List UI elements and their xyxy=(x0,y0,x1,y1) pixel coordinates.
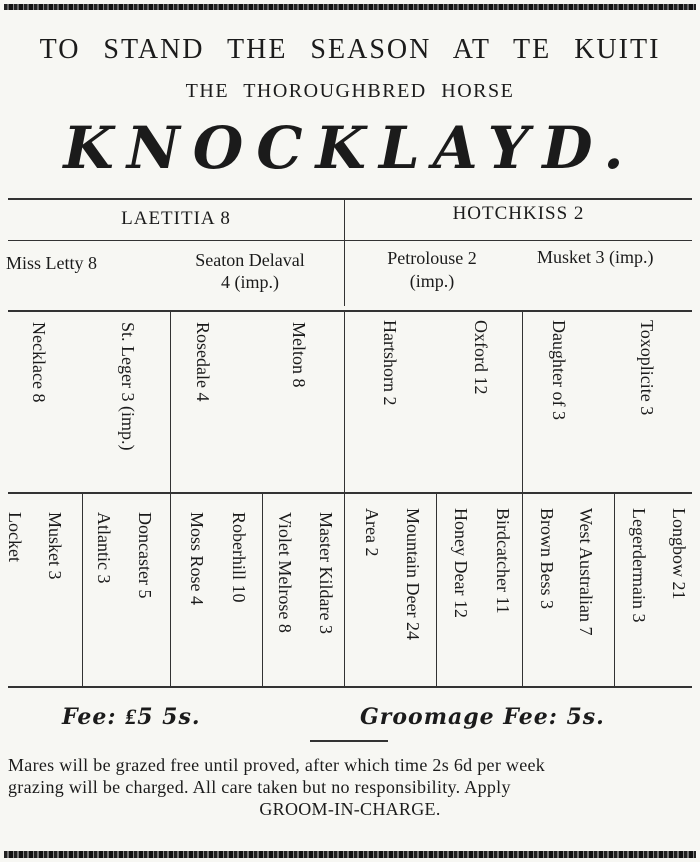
ggp-divider-2 xyxy=(344,312,345,492)
great-grandparent: Daughter of 3 xyxy=(549,320,569,420)
great-great-grandparent: Mountain Deer 24 xyxy=(403,508,423,640)
groomage-fee: Groomage Fee: 5s. xyxy=(360,704,605,730)
ggp-divider-3 xyxy=(522,312,523,492)
grandparents-rule xyxy=(8,240,692,241)
grandparent-petrolouse-line2: (imp.) xyxy=(409,271,455,291)
ggp-divider-1 xyxy=(170,312,171,492)
great-great-grandparent: Master Kildare 3 xyxy=(316,512,336,634)
grandparent-musket: Musket 3 (imp.) xyxy=(537,247,654,267)
great-great-grandparent: West Australian 7 xyxy=(576,508,596,636)
great-great-grandparent: Violet Melrose 8 xyxy=(275,512,295,633)
gggp-divider-7 xyxy=(614,494,615,686)
headline: TO STAND THE SEASON AT TE KUITI xyxy=(39,34,661,65)
top-border-rule xyxy=(4,4,696,10)
grandparent-seaton-delaval-line2: 4 (imp.) xyxy=(221,272,279,292)
terms-paragraph xyxy=(8,754,692,820)
great-grandparent: Hartshorn 2 xyxy=(380,320,400,406)
great-great-grandparent: Legerdermain 3 xyxy=(629,508,649,623)
gggp-divider-5 xyxy=(436,494,437,686)
fee-divider-rule xyxy=(310,740,388,742)
bottom-border-rule xyxy=(4,851,696,858)
subheadline: THE THOROUGHBRED HORSE xyxy=(185,80,515,102)
gggp-divider-3 xyxy=(262,494,263,686)
great-grandparent: Melton 8 xyxy=(289,322,309,388)
horse-name: KNOCKLAYD. xyxy=(63,114,637,182)
gggp-divider-1 xyxy=(82,494,83,686)
great-grandparent: Toxoplicite 3 xyxy=(637,320,657,416)
dam-name: HOTCHKISS 2 xyxy=(452,203,585,224)
great-great-grandparent: Atlantic 3 xyxy=(94,512,114,584)
great-great-grandparent: Doncaster 5 xyxy=(135,512,155,599)
table-top-rule xyxy=(8,198,692,200)
terms-line-3: GROOM-IN-CHARGE. xyxy=(259,799,441,819)
great-grandparents-rule xyxy=(8,310,692,312)
great-grandparent: St. Leger 3 (imp.) xyxy=(118,322,138,451)
grandparent-petrolouse-line1: Petrolouse 2 xyxy=(387,248,477,268)
grandparent-seaton-delaval-line1: Seaton Delaval xyxy=(195,250,305,270)
great-great-grandparent: Longbow 21 xyxy=(669,508,689,600)
terms-line-1: Mares will be grazed free until proved, after which time 2s 6d per week xyxy=(8,755,546,775)
stud-fee: Fee: ₤5 5s. xyxy=(62,704,201,730)
great-great-grandparent: Area 2 xyxy=(362,508,382,557)
great-grandparent: Necklace 8 xyxy=(29,322,49,403)
great-great-grandparent: Roberhill 10 xyxy=(229,512,249,603)
grandparent-miss-letty: Miss Letty 8 xyxy=(6,253,98,273)
great-grandparent: Rosedale 4 xyxy=(193,322,213,402)
great-great-grandparent: Birdcatcher 11 xyxy=(493,508,513,614)
great-great-grandparent: Moss Rose 4 xyxy=(187,512,207,606)
gggp-divider-2 xyxy=(170,494,171,686)
great-great-grandparent: Locket xyxy=(5,512,25,562)
gggp-divider-4 xyxy=(344,494,345,686)
sire-name: LAETITIA 8 xyxy=(121,208,231,229)
great-great-grandparent: Honey Dear 12 xyxy=(451,508,471,618)
gggp-divider-6 xyxy=(522,494,523,686)
great-grandparent: Oxford 12 xyxy=(471,320,491,395)
great-great-grandparent: Brown Bess 3 xyxy=(537,508,557,610)
table-bottom-rule xyxy=(8,686,692,688)
great-great-grandparents-rule xyxy=(8,492,692,494)
great-great-grandparent: Musket 3 xyxy=(45,512,65,580)
terms-line-2: grazing will be charged. All care taken but no responsibility. Apply xyxy=(8,777,511,797)
